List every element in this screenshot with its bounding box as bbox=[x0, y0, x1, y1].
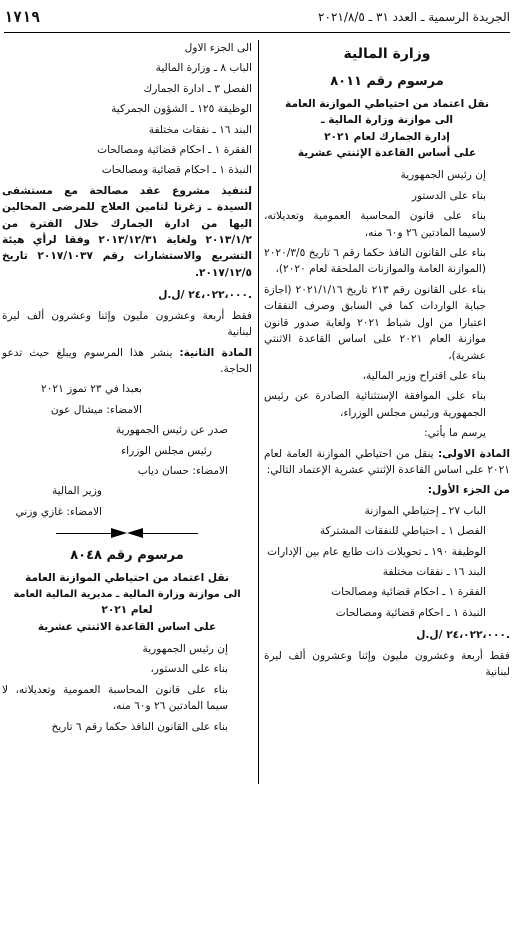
page-header bbox=[4, 6, 510, 33]
budget-item: الباب ٢٧ ـ إحتياطي الموازنة bbox=[364, 504, 486, 517]
article-1 bbox=[264, 446, 510, 479]
decree-date: بعبدا في ٢٣ تموز ٢٠٢١ bbox=[41, 383, 142, 396]
decree-title-line: على اساس القاعدة الاثنتي عشرية bbox=[37, 620, 217, 633]
decree-number: مرسوم رقم ٨٠٤٨ bbox=[70, 548, 184, 564]
decree-title-line: لعام ٢٠٢١ bbox=[101, 604, 153, 617]
budget-item: النبذة ١ ـ احكام قضائية ومصالحات bbox=[335, 606, 486, 619]
amount-words: فقط أربعة وعشرون مليون وإثنا وعشرون ألف ليرة لبنانية bbox=[2, 309, 252, 339]
decree-number: مرسوم رقم ٨٠١١ bbox=[330, 73, 444, 89]
decree-title-line: الى موازنة وزارة المالية ـ مديرية المالية العامة bbox=[13, 588, 241, 600]
to-part-heading: الى الجزء الاول bbox=[184, 42, 252, 54]
article-2-label: المادة الثانية: bbox=[179, 346, 252, 359]
preamble-law-213: بناء على القانون رقم ٢١٣ تاريخ ٢٠٢١/١/١٦ (اجازة جباية الواردات كما في السابق وصرف النفقات اعتبارا من اول شباط ٢٠٢١ ولغاية صدور قانون موازنة العام ٢٠٢١ على اساس القاعدة الاثنتي عشرية)، bbox=[264, 283, 486, 362]
section-separator bbox=[2, 528, 252, 538]
decree-formula: يرسم ما يأتي: bbox=[424, 427, 486, 440]
amount-words: فقط أربعة وعشرون مليون وإثنا وعشرون ألف ليرة لبنانية bbox=[264, 649, 510, 679]
prime-minister-title: رئيس مجلس الوزراء bbox=[121, 444, 212, 457]
right-column bbox=[264, 40, 510, 684]
article-1-text: ينقل من احتياطي الموازنة العامة لعام ٢٠٢١ على اساس القاعدة الإثنتي عشرية الإعتماد التالي: bbox=[264, 447, 510, 476]
decree-title-line: على أساس القاعدة الإثنتي عشرية bbox=[297, 147, 477, 160]
preamble-accounting-law: بناء على قانون المحاسبة العمومية وتعديلاته، لا سيما المادتين ٢٦ و٦٠ منه، bbox=[2, 683, 228, 713]
amount-figure: ٢٤،٠٢٢،٠٠٠ /ل.ل. bbox=[158, 289, 252, 302]
preamble-president: إن رئيس الجمهورية bbox=[142, 643, 228, 656]
decree-title-line: إدارة الجمارك لعام ٢٠٢١ bbox=[324, 130, 450, 143]
amount-figure: ٢٤،٠٢٢،٠٠٠ /ل.ل. bbox=[416, 629, 510, 642]
budget-item: البند ١٦ ـ نفقات مختلفة bbox=[148, 123, 252, 136]
preamble-accounting-law: بناء على قانون المحاسبة العمومية وتعديلاته، لاسيما المادتين ٢٦ و٦٠ منه، bbox=[264, 210, 486, 239]
budget-item: النبذة ١ ـ احكام قضائية ومصالحات bbox=[101, 164, 252, 177]
decree-title-line: نقل اعتماد من احتياطي الموازنة العامة bbox=[285, 97, 489, 110]
budget-item: الفصل ٣ ـ ادارة الجمارك bbox=[143, 82, 252, 95]
transfer-purpose: لتنفيذ مشروع عقد مصالحة مع مستشفى السيدة ـ زغرتا لتامين العلاج للمرضى المحالين اليها من ادارة الجمارك خلال الفترة من ٢٠١٣/١/٢ ولغاية ٢٠١٣/١٢/٣١ وفقا لرأي هيئة التشريع والاستشارات رقم ٢٠١٧/١٠٣٧ تاريخ ٢٠١٧/١٢/٥. bbox=[2, 184, 252, 279]
ministry-heading: وزارة المالية bbox=[343, 46, 431, 62]
preamble-constitution: بناء على الدستور، bbox=[150, 663, 228, 676]
finance-minister-signature: الامضاء: غازي وزني bbox=[15, 505, 102, 518]
decree-title-line: نقل اعتماد من احتياطي الموازنة العامة bbox=[25, 572, 229, 585]
finance-minister-title: وزير المالية bbox=[51, 485, 102, 498]
budget-item: الباب ٨ ـ وزارة المالية bbox=[155, 62, 252, 75]
article-1-label: المادة الاولى: bbox=[437, 447, 510, 460]
budget-item: الوظيفة ١٩٠ ـ تحويلات ذات طابع عام بين الإدارات bbox=[267, 545, 486, 558]
preamble-approval: بناء على الموافقة الإستثنائية الصادرة عن رئيس الجمهورية ورئيس مجلس الوزراء، bbox=[264, 390, 486, 419]
budget-item: الوظيفة ١٢٥ ـ الشؤون الجمركية bbox=[111, 103, 252, 116]
preamble-budget-law: بناء على القانون النافذ حكما رقم ٦ تاريخ bbox=[51, 720, 228, 733]
preamble-constitution: بناء على الدستور bbox=[411, 189, 486, 202]
preamble-budget-law: بناء على القانون النافذ حكما رقم ٦ تاريخ ٢٠٢٠/٣/٥ (الموازنة العامة والموازنات الملحقة لعام ٢٠٢٠)، bbox=[264, 247, 486, 276]
left-column bbox=[2, 40, 252, 739]
budget-item: الفقرة ١ ـ احكام قضائية ومصالحات bbox=[97, 144, 252, 157]
gazette-header-title: الجريدة الرسمية ـ العدد ٣١ ـ ٢٠٢١/٨/٥ bbox=[318, 10, 510, 24]
preamble-proposal: بناء على اقتراح وزير المالية، bbox=[362, 369, 486, 382]
page-number: ١٧١٩ bbox=[4, 8, 41, 26]
preamble-president: إن رئيس الجمهورية bbox=[400, 169, 486, 182]
decree-title-line: الى موازنة وزارة المالية ـ bbox=[320, 114, 454, 127]
budget-item: الفصل ١ ـ احتياطي للنفقات المشتركة bbox=[319, 525, 486, 538]
issued-by: صدر عن رئيس الجمهورية bbox=[115, 424, 228, 437]
president-signature: الامضاء: ميشال عون bbox=[50, 403, 142, 416]
from-part-heading: من الجزء الأول: bbox=[427, 484, 510, 497]
budget-item: الفقرة ١ ـ احكام قضائية ومصالحات bbox=[331, 586, 486, 599]
article-2 bbox=[2, 345, 252, 378]
prime-minister-signature: الامضاء: حسان دياب bbox=[137, 464, 228, 477]
column-divider bbox=[258, 40, 259, 784]
article-2-text: ينشر هذا المرسوم ويبلغ حيث تدعو الحاجة. bbox=[2, 346, 252, 375]
budget-item: البند ١٦ ـ نفقات مختلفة bbox=[382, 565, 486, 578]
